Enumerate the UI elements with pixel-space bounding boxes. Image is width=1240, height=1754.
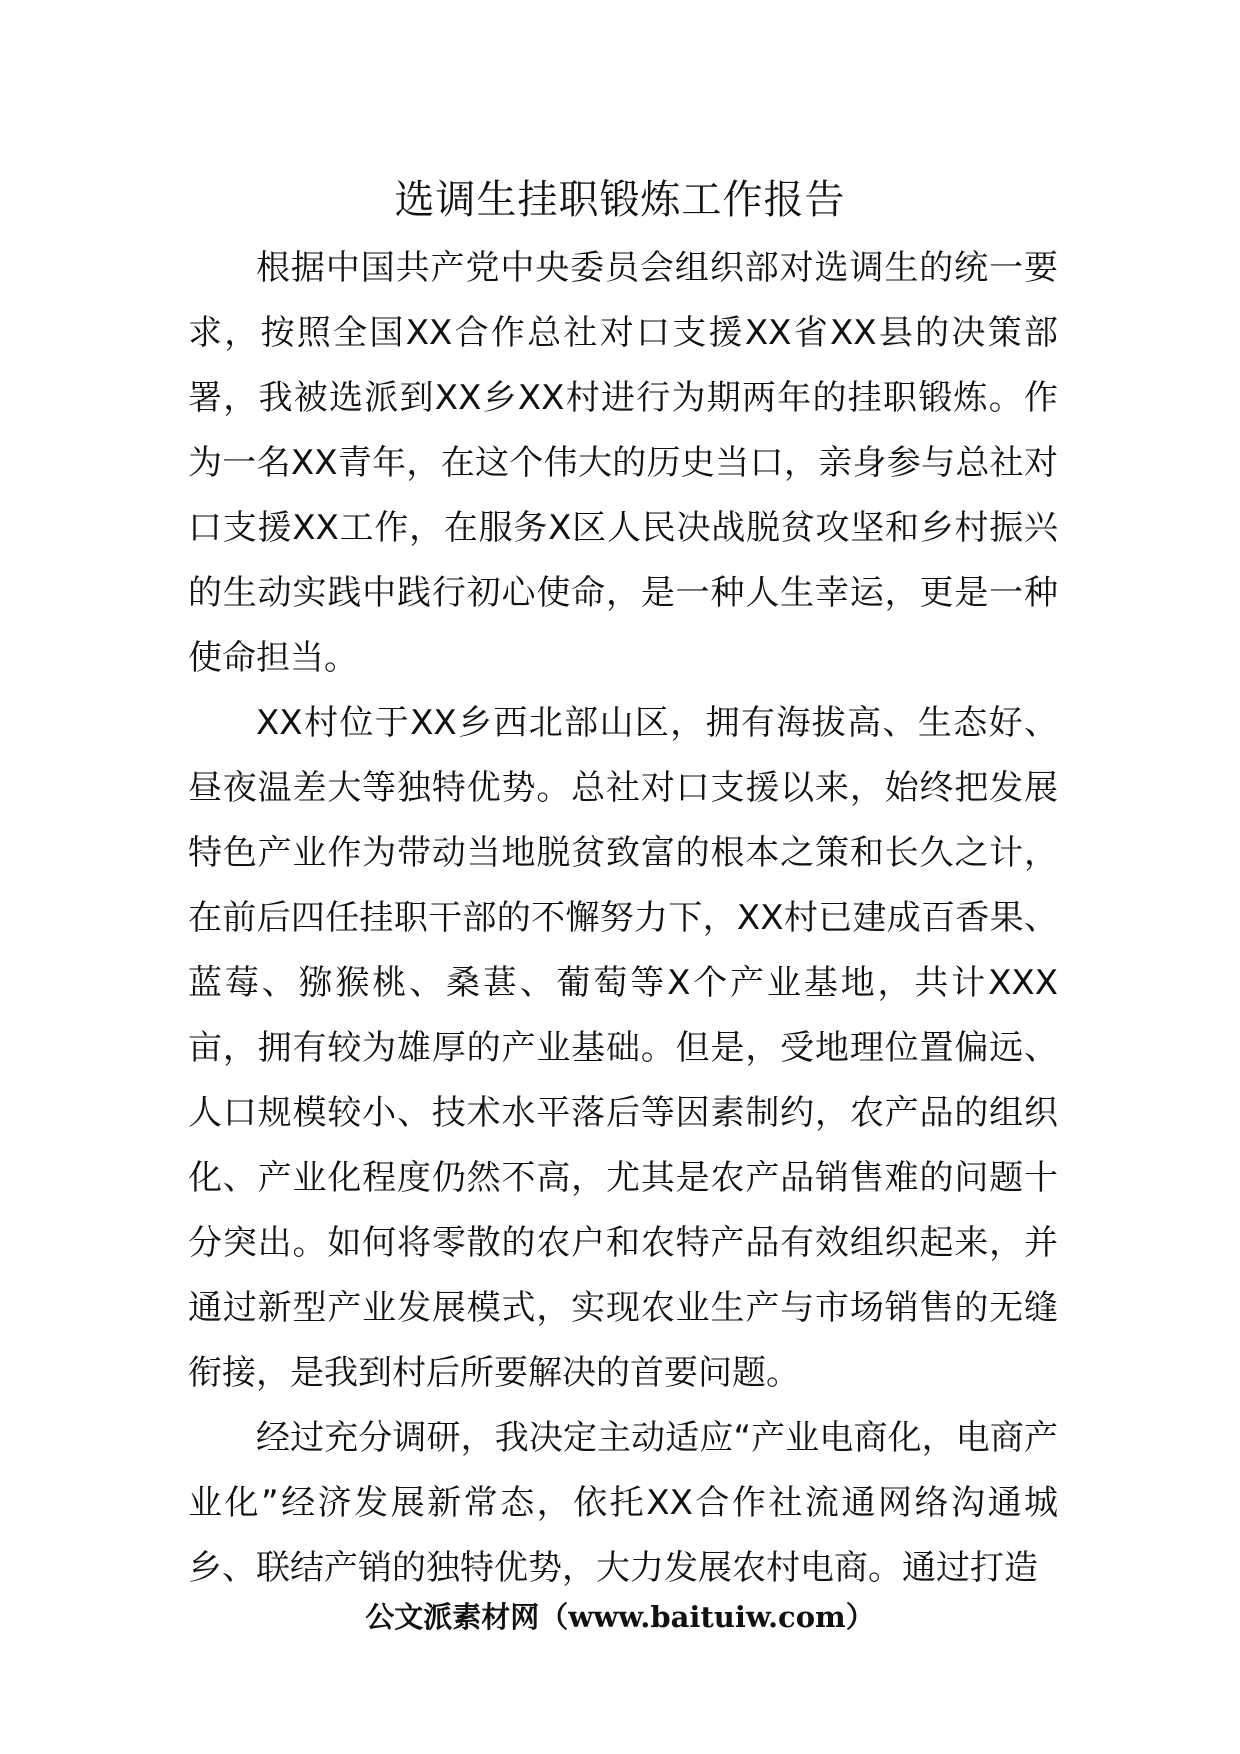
- document-title: 选调生挂职锻炼工作报告: [394, 177, 846, 223]
- paragraph-1: 根据中国共产党中央委员会组织部对选调生的统一要求，按照全国XX合作总社对口支援XX省XX县的决策部署，我被选派到XX乡XX村进行为期两年的挂职锻炼。作为一名XX青年，在这个伟大的历史当口，亲身参与总社对口支援XX工作，在服务X区人民决战脱贫攻坚和乡村振兴的生动实践中践行初心使命，是一种人生幸运，更是一种使命担当。: [188, 248, 1058, 678]
- document-body: [188, 236, 1058, 1601]
- paragraph-2: XX村位于XX乡西北部山区，拥有海拔高、生态好、昼夜温差大等独特优势。总社对口支援以来，始终把发展特色产业作为带动当地脱贫致富的根本之策和长久之计，在前后四任挂职干部的不懈努力下，XX村已建成百香果、蓝莓、猕猴桃、桑葚、葡萄等X个产业基地，共计XXX亩，拥有较为雄厚的产业基础。但是，受地理位置偏远、人口规模较小、技术水平落后等因素制约，农产品的组织化、产业化程度仍然不高，尤其是农产品销售难的问题十分突出。如何将零散的农户和农特产品有效组织起来，并通过新型产业发展模式，实现农业生产与市场销售的无缝衔接，是我到村后所要解决的首要问题。: [188, 703, 1058, 1393]
- page-footer: 公文派素材网（www.baituiw.com）: [365, 1600, 875, 1634]
- paragraph-3: 经过充分调研，我决定主动适应“产业电商化，电商产业化”经济发展新常态，依托XX合作社流通网络沟通城乡、联结产销的独特优势，大力发展农村电商。通过打造: [188, 1418, 1058, 1588]
